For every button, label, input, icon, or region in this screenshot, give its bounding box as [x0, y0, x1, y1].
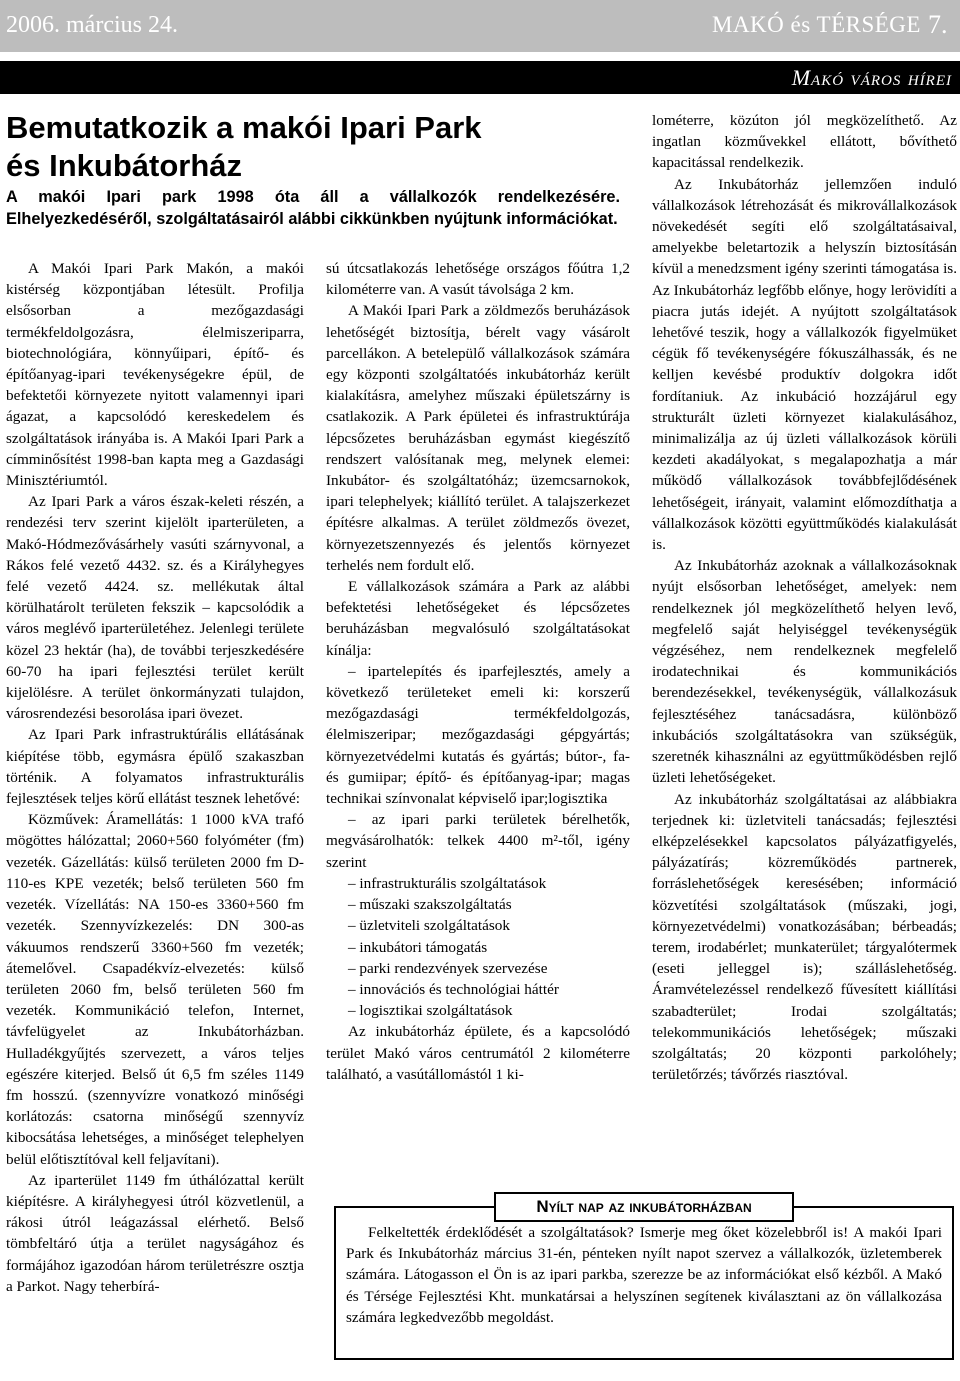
page-number: 7. — [928, 10, 948, 39]
paragraph: lométerre, közúton jól megközelíthető. Az ingatlan közművekkel ellátott, bővíthető kapacitással rendelkezik. — [652, 112, 957, 172]
list-item: – inkubátori támogatás — [326, 937, 630, 958]
list-item: – parki rendezvények szervezése — [326, 958, 630, 979]
article-lead: A makói Ipari park 1998 óta áll a vállalkozók rendelkezésére. Elhelyezkedéséről, szolgáltatásairól alábbi cikkünkben nyújtunk információkat. — [6, 188, 620, 228]
section-bar — [0, 61, 960, 94]
headline-line-1: Bemutatkozik a makói Ipari Park — [6, 110, 482, 145]
list-item: – logisztikai szolgáltatások — [326, 1000, 630, 1021]
paragraph: A Makói Ipari Park a zöldmezős beruházások lehetőségét biztosítja, bérelt vagy vásárolt parcellákon. A betelepülő vállalkozások számára egy központi szolgáltatóés inkubátorház került kialakításra, amelyhez műszaki épületszárny is csatlakozik. A Park épületei és infrastruktúrája lépcsőzetes beruházásban egymást kiegészítő rendszert valósítanak meg, melynek elemei: Inkubátor- és szolgáltatóház; üzemcsarnokok, ipari telephelyek; kiállító terület. A talajszerkezet építésre alkalmas. A terület zöldmezős övezet, környezetszennyezés és jelentős környezet terhelés nem fordult elő. — [326, 302, 630, 574]
paragraph: Az Ipari Park infrastruktúrális ellátásának kiépítése több, egymásra épülő szakaszban történik. A folyamatos infrastrukturális fejlesztések teljes körű ellátást tesznek lehetővé: — [6, 726, 304, 808]
paragraph: E vállalkozások számára a Park az alábbi befektetési lehetőségeket és lépcsőzetes beruházásban megvalósuló szolgáltatásokat kínálja: — [326, 578, 630, 659]
list-item: – innovációs és technológiai háttér — [326, 979, 630, 1000]
article-column-1 — [6, 258, 304, 1297]
open-day-box — [334, 1192, 954, 1362]
list-item: – műszaki szakszolgáltatás — [326, 894, 630, 915]
paragraph: Az inkubátorház szolgáltatásai az alábbiakra terjednek ki: üzletviteli tanácsadás; fejlesztési elképzelésekkel kapcsolatos pályázatfigyelés, pályázatírás; közreműködés partnerek, forráslehetőségek keresésében; információ közvetítési szolgáltatások (műszaki, jogi, környezetvédelmi) vonatkozásában; bérbeadás; terem, irodabérlet; munkaterület; tárgyalótermek (eseti jelleggel is); szálláslehetőség. Áramvételezéssel rendelkező fűvesített kiállítási szabadterület; Irodai szolgáltatás; telekommunikációs lehetőségek; műszaki szolgáltatás; 20 központi parkolóhely; területőrzés; távőrzés riasztóval. — [652, 790, 957, 1084]
page-header — [0, 0, 960, 52]
paragraph: Az Ipari Park a város észak-keleti részén, a rendezési terv szerint kijelölt iparterületen, a Makó-Hódmezővásárhely vasúti szárnyvonal, a Rákos felé vezető 4432. sz. és a Királyhegyes felé vezető 4424. sz. mellékutak által körülhatárolt területen fekszik – kapcsolódik a város meglévő iparterületéhez. Jelenlegi területe közel 23 hektár (ha), de további terjeszkedésére 60-70 ha ipari fejlesztési terület került kijelölésre. A terület önkormányzati tulajdon, városrendezési besorolása ipari övezet. — [6, 493, 304, 723]
list-item: – infrastrukturális szolgáltatások — [326, 873, 630, 894]
services-list — [326, 873, 630, 1021]
open-day-body — [334, 1206, 954, 1360]
list-item: – üzletviteli szolgáltatások — [326, 915, 630, 936]
paragraph: Közművek: Áramellátás: 1 1000 kVA trafó mögöttes hálózattal; 2060+560 folyóméter (fm) vezeték. Gázellátás: külső területen 2000 fm D-110-es KPE vezeték; belső területen 560 fm vezeték. Vízellátás: NA 150-es 3360+560 fm vezeték. Szennyvízkezelés: DN 300-as vákuumos rendszerű 3360+560 fm vezeték; átemelővel. Csapadékvíz-elvezetés: külső területen 2060 fm, belső területen 560 fm vezeték. Kommunikáció telefon, Internet, távfelügyelet az Inkubátorházban. Hulladékgyűjtés szervezett, a város teljes egészére kiterjed. Belső út 6,5 fm széles 1149 fm hosszú. (szennyvízre vonatkozó minőségi korlátozás: csatorna minőségű szennyvíz kibocsátása lehetséges, a minőséget telephelyen belül előtisztítóval kell feljavítani). — [6, 811, 304, 1168]
section-title: Makó város hírei — [791, 65, 952, 90]
paragraph: Az Inkubátorház jellemzően induló vállalkozások létrehozását és mikrovállalkozások növekedését segíti elő szolgáltatásaival, amelyekbe beletartozik a helyszín biztosításán kívül a menedzsment igény szerinti támogatása is. Az Inkubátorház legfőbb előnye, hogy lerövidíti a piacra jutás idejét. A nyújtott szolgáltatások lehetővé teszik, hogy a vállalkozók figyelmüket cégük fő tevékenységére fókuszálhassák, és ne kelljen kevésbé produktív dolgokra időt fordítaniuk. Az inkubáció hozzájárul egy strukturált üzleti környezet kialakulásához, minimalizálja az új üzleti vállalkozások körüli kezdeti akadályokat, s megalapozhatja a már működő vállalkozások továbbfejlődésének lehetőségeit, irányait, valamint előmozdíthatja a vállalkozások közötti együttműködés kialakulását is. — [652, 175, 957, 554]
paragraph: Az Inkubátorház azoknak a vállalkozásoknak nyújt elsősorban lehetőséget, amelyek: nem rendelkeznek jól megközelíthető helyen levő, megfelelő saját helyiséggel tevékenységük végzéséhez, nem rendelkeznek megfelelő irodatechnikai és kommunikációs berendezésekkel, tevékenységük, vállalkozásuk fejlesztéséhez tanácsadásra, különböző inkubációs szolgáltatásokra van szükségük, szeretnék kihasználni az együttműködésben rejlő üzleti lehetőségeket. — [652, 557, 957, 787]
paragraph: sú útcsatlakozás lehetősége országos főútra 1,2 kilométerre van. A vasút távolsága 2 km. — [326, 260, 630, 299]
paragraph: Az inkubátorház épülete, és a kapcsolódó terület Makó város centrumától 2 kilométerre található, a vasútállomástól 1 ki- — [326, 1023, 630, 1083]
publication-name: MAKÓ és TÉRSÉGE — [712, 12, 921, 37]
paragraph: – ipartelepítés és iparfejlesztés, amely a következő területeket emeli ki: korszerű mezőgazdasági termékfeldolgozás, élelmiszeripar; mezőgazdasági gépgyártás; környezetvédelmi kutatás és gyártás; bútor-, fa- és gumiipar; építő- és építőanyag-ipar; magas technikai színvonalat képviselő ipar;logisztika — [326, 662, 630, 808]
article-headline — [6, 109, 626, 185]
paragraph: A Makói Ipari Park Makón, a makói kistérség központjában létesült. Profilja elsősorban a mezőgazdasági termékfeldolgozásra, élelmiszeriparra, biotechnológiára, könnyűipari, építő- és építőanyag-ipari tevékenységekre épül, de befektetői környezete nyitott valamennyi ipari ágazat, a kapcsolódó kereskedelem és szolgáltatások irányába is. A Makói Ipari Park a címminősítést 1998-ban kapta meg a Gazdasági Minisztériumtól. — [6, 260, 304, 490]
issue-date: 2006. március 24. — [6, 12, 178, 38]
paragraph: Az iparterület 1149 fm úthálózattal került kiépítésre. A királyhegyesi útról közvetlenül, a rákosi útról leágazással elérhető. Belső tömbfeltáró útja a terület nagyságához és formájához igazodóan három területrészre osztja a Parkot. Nagy teherbírá- — [6, 1171, 304, 1295]
article-column-2 — [326, 258, 630, 1085]
article-column-3 — [652, 110, 957, 1085]
paragraph: – az ipari parki területek bérelhetők, megvásárolhatók: telkek 4400 m²-től, igény szerint — [326, 811, 630, 871]
open-day-text: Felkeltették érdeklődését a szolgáltatások? Ismerje meg őket közelebbről is! A makói Ipari Park és Inkubátorház március 31-én, pénteken nyílt napot szervez a vállalkozók, üzletemberek számára. Látogasson el Ön is az ipari parkba, szerezze be az információkat első kézből. A Makó és Térsége Fejlesztési Kht. munkatársai a helyszínen segítenek kiválasztani az ön vállalkozása számára legkedvezőbb megoldást. — [346, 1224, 942, 1326]
open-day-title: Nyílt nap az inkubátorházban — [494, 1192, 794, 1222]
headline-line-2: és Inkubátorház — [6, 148, 242, 183]
